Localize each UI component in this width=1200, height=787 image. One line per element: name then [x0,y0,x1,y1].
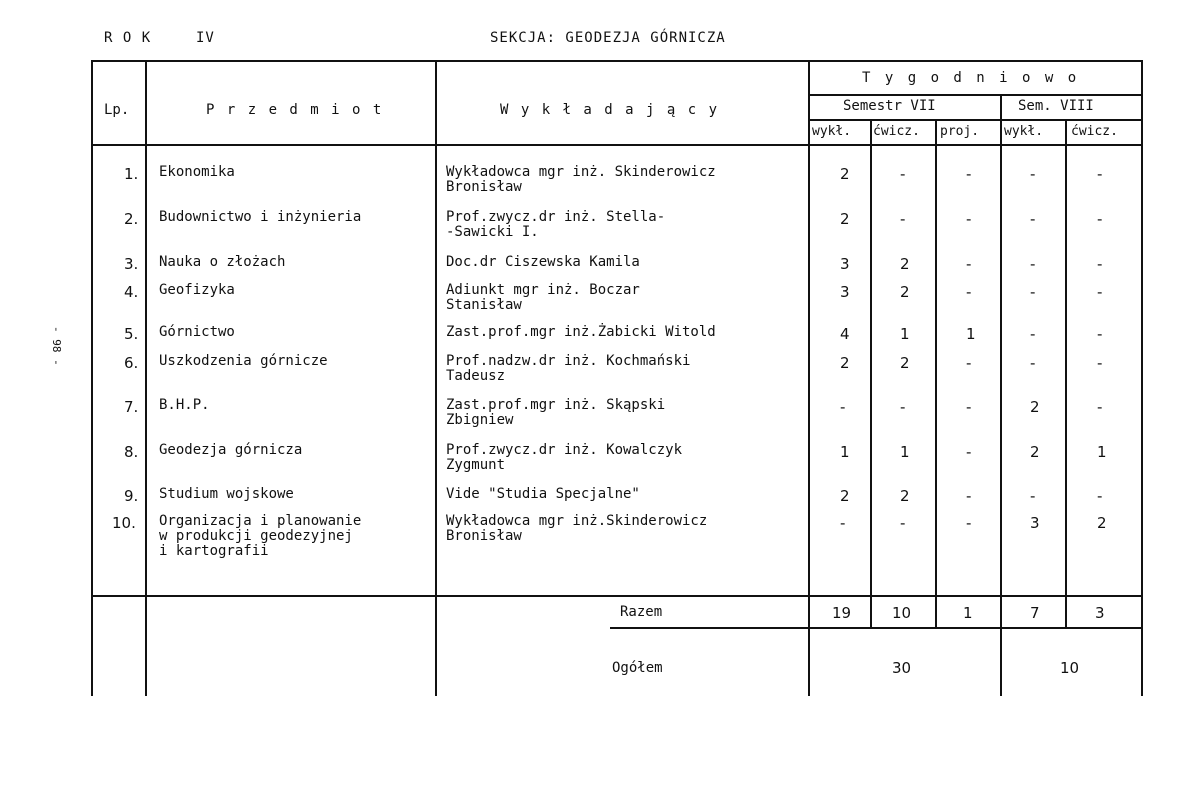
razem-lecture-8: 7 [1030,604,1040,622]
hours-cell: 2 [840,210,850,228]
hours-cell: - [966,354,972,372]
row-number: 9. [124,487,139,505]
hours-cell: - [1030,487,1036,505]
hours-cell: - [1097,354,1103,372]
hours-cell: - [1097,398,1103,416]
hours-cell: - [900,514,906,532]
subheader-project-7: proj. [940,124,980,139]
subject-name: Nauka o złożach [159,254,286,270]
row-number: 5. [124,325,139,343]
subject-name: Ekonomika [159,164,235,180]
hours-cell: - [1030,255,1036,273]
lecturer-name: Zast.prof.mgr inż.Żabicki Witold [446,324,716,340]
subject-name: Organizacja i planowanie [159,513,362,529]
hours-cell: 2 [840,165,850,183]
hours-cell: 2 [840,354,850,372]
header-subject: P r z e d m i o t [206,102,384,118]
lecturer-name: Vide "Studia Specjalne" [446,486,640,502]
header-lecturer: W y k ł a d a j ą c y [500,102,720,118]
lecturer-name: Doc.dr Ciszewska Kamila [446,254,640,270]
ogolem-semester-8: 10 [1060,659,1080,677]
header-bottom-border [91,144,1143,146]
hours-cell: 2 [900,487,910,505]
hours-cell: - [900,165,906,183]
hours-cell: - [1030,210,1036,228]
semester-boundary [1000,94,1002,696]
ogolem-semester-7: 30 [892,659,912,677]
header-weekly: T y g o d n i o w o [862,70,1080,86]
row-number: 2. [124,210,139,228]
hours-cell: - [1097,487,1103,505]
subject-lecturer-divider [435,60,437,696]
lecturer-name: Tadeusz [446,368,506,384]
right-border [1141,60,1143,696]
razem-project-7: 1 [963,604,973,622]
hours-cell: - [1097,325,1103,343]
subject-name: i kartografii [159,543,269,559]
subject-name: Studium wojskowe [159,486,294,502]
razem-bottom-border [610,627,1143,629]
weekly-divider [808,94,1143,96]
row-number: 8. [124,443,139,461]
lecturer-name: Bronisław [446,528,522,544]
subject-name: Górnictwo [159,324,235,340]
lecturer-name: Stanisław [446,297,522,313]
hours-cell: - [966,514,972,532]
hours-cell: - [966,283,972,301]
lecturer-name: Prof.zwycz.dr inż. Stella- [446,209,666,225]
header-lp: Lp. [104,102,130,118]
hours-cell: - [1030,165,1036,183]
lecturer-name: -Sawicki I. [446,224,539,240]
subheader-exercise-8: ćwicz. [1071,124,1118,139]
razem-label: Razem [620,604,663,620]
subheader-lecture-8: wykł. [1004,124,1044,139]
header-semester-7: Semestr VII [843,98,936,114]
hours-cell: - [840,514,846,532]
ogolem-label: Ogółem [612,660,663,676]
hours-cell: 1 [840,443,850,461]
year-value: IV [196,30,215,46]
lecturer-name: Zast.prof.mgr inż. Skąpski [446,397,666,413]
subject-name: Uszkodzenia górnicze [159,353,328,369]
lecturer-name: Zygmunt [446,457,506,473]
subject-name: w produkcji geodezyjnej [159,528,353,544]
col-divider-4 [1065,119,1067,627]
hours-cell: - [966,165,972,183]
hours-cell: 1 [900,443,910,461]
hours-cell: 2 [1097,514,1107,532]
hours-cell: - [1097,210,1103,228]
lecturer-name: Adiunkt mgr inż. Boczar [446,282,640,298]
row-number: 1. [124,165,139,183]
hours-cell: - [1030,283,1036,301]
hours-cell: - [1097,283,1103,301]
semester-divider [808,119,1143,121]
subject-name: Geofizyka [159,282,235,298]
subject-name: Budownictwo i inżynieria [159,209,362,225]
row-number: 10. [112,514,136,532]
hours-cell: 1 [900,325,910,343]
header-semester-8: Sem. VIII [1018,98,1094,114]
body-bottom-border [91,595,1143,597]
lecturer-name: Wykładowca mgr inż.Skinderowicz [446,513,708,529]
section-title: SEKCJA: GEODEZJA GÓRNICZA [490,30,726,46]
hours-cell: - [900,210,906,228]
lecturer-hours-divider [808,60,810,696]
subject-name: B.H.P. [159,397,210,413]
hours-cell: - [1030,354,1036,372]
col-divider-1 [870,119,872,627]
left-border [91,60,93,696]
lecturer-name: Wykładowca mgr inż. Skinderowicz [446,164,716,180]
subject-name: Geodezja górnicza [159,442,303,458]
hours-cell: 2 [1030,398,1040,416]
hours-cell: 1 [1097,443,1107,461]
hours-cell: - [966,443,972,461]
hours-cell: 2 [900,255,910,273]
razem-exercise-7: 10 [892,604,912,622]
hours-cell: 3 [840,283,850,301]
hours-cell: 3 [840,255,850,273]
row-number: 3. [124,255,139,273]
col-divider-2 [935,119,937,627]
hours-cell: - [1097,255,1103,273]
year-label: R O K [104,30,152,46]
hours-cell: 2 [900,354,910,372]
hours-cell: 2 [900,283,910,301]
lecturer-name: Prof.zwycz.dr inż. Kowalczyk [446,442,683,458]
hours-cell: 3 [1030,514,1040,532]
hours-cell: - [900,398,906,416]
lecturer-name: Prof.nadzw.dr inż. Kochmański [446,353,691,369]
subheader-exercise-7: ćwicz. [873,124,920,139]
razem-lecture-7: 19 [832,604,852,622]
hours-cell: - [1097,165,1103,183]
row-number: 6. [124,354,139,372]
razem-exercise-8: 3 [1095,604,1105,622]
hours-cell: 1 [966,325,976,343]
page-number: - 98 - [50,326,63,366]
table-top-border [91,60,1143,62]
hours-cell: 2 [1030,443,1040,461]
row-number: 7. [124,398,139,416]
hours-cell: - [966,398,972,416]
hours-cell: 4 [840,325,850,343]
row-number: 4. [124,283,139,301]
hours-cell: - [966,255,972,273]
lp-subject-divider [145,60,147,696]
hours-cell: 2 [840,487,850,505]
hours-cell: - [840,398,846,416]
subheader-lecture-7: wykł. [812,124,852,139]
hours-cell: - [966,210,972,228]
hours-cell: - [966,487,972,505]
lecturer-name: Zbigniew [446,412,514,428]
lecturer-name: Bronisław [446,179,522,195]
hours-cell: - [1030,325,1036,343]
